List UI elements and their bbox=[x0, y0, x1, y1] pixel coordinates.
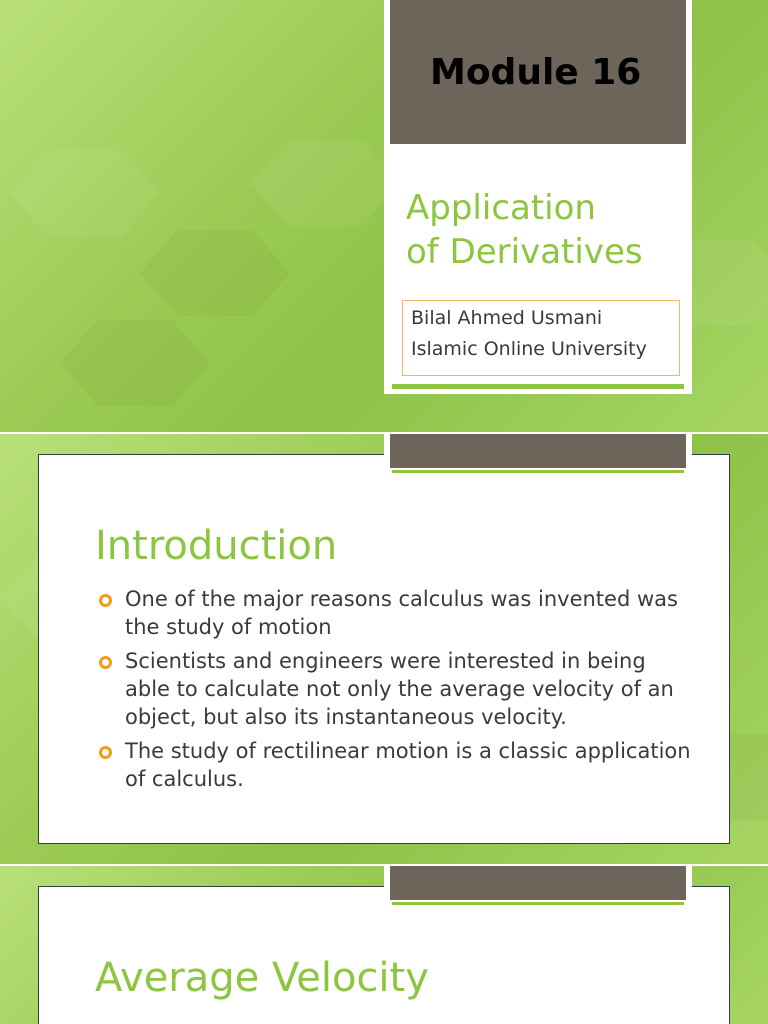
background-hexagon bbox=[60, 320, 210, 406]
bullet-text: The study of rectilinear motion is a classic application of calculus. bbox=[125, 739, 691, 791]
bullet-circle-icon bbox=[99, 746, 112, 759]
bullet-text: One of the major reasons calculus was invented was the study of motion bbox=[125, 587, 678, 639]
bullet-circle-icon bbox=[99, 594, 112, 607]
bullet-circle-icon bbox=[99, 656, 112, 669]
title-block bbox=[390, 0, 686, 144]
subtitle-line-1: Application bbox=[406, 188, 596, 228]
accent-rule bbox=[392, 902, 684, 905]
introduction-slide bbox=[0, 434, 768, 864]
slide-tab bbox=[384, 434, 692, 474]
presentation-subtitle bbox=[406, 186, 643, 274]
list-item bbox=[95, 737, 695, 793]
author-name: Bilal Ahmed Usmani bbox=[411, 307, 603, 329]
accent-rule bbox=[392, 470, 684, 473]
average-velocity-slide bbox=[0, 866, 768, 1024]
title-card bbox=[384, 0, 692, 394]
author-box bbox=[402, 300, 680, 376]
accent-rule bbox=[392, 384, 684, 389]
background-hexagon bbox=[140, 230, 290, 316]
background-hexagon bbox=[250, 140, 400, 226]
tab-block bbox=[390, 866, 686, 900]
title-slide bbox=[0, 0, 768, 432]
list-item bbox=[95, 585, 695, 641]
module-title: Module 16 bbox=[430, 52, 642, 93]
institution-name: Islamic Online University bbox=[411, 338, 647, 360]
slide-tab bbox=[384, 866, 692, 906]
slide-heading: Average Velocity bbox=[95, 955, 429, 1001]
list-item bbox=[95, 647, 695, 731]
subtitle-line-2: of Derivatives bbox=[406, 232, 643, 272]
content-card bbox=[38, 454, 730, 844]
content-card bbox=[38, 886, 730, 1024]
tab-block bbox=[390, 434, 686, 468]
bullet-text: Scientists and engineers were interested in being able to calculate not only the average velocity of an object, but also its instantaneous velocity. bbox=[125, 649, 674, 729]
slide-heading: Introduction bbox=[95, 523, 338, 569]
background-hexagon bbox=[10, 150, 160, 236]
bullet-list bbox=[95, 585, 695, 799]
